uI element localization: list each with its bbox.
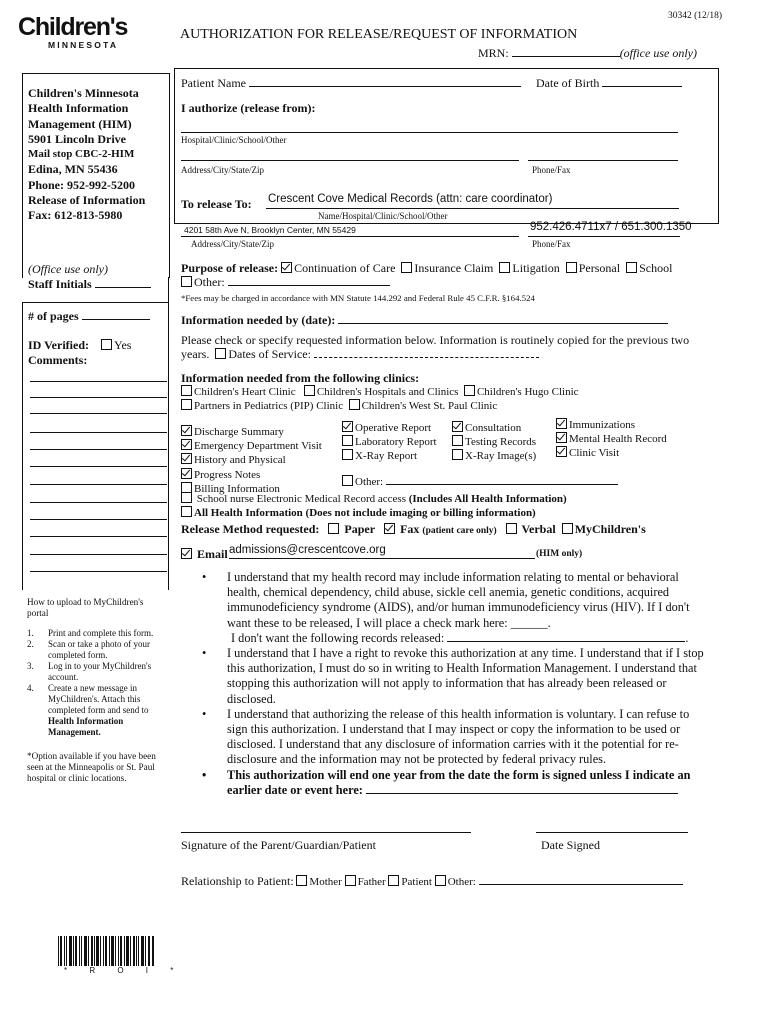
needed-by-row: Information needed by (date): — [181, 313, 668, 328]
record-checkbox[interactable] — [181, 439, 192, 450]
records-col-4: Immunizations Mental Health Record Clinic Visit — [556, 418, 667, 461]
release-from-phone-field[interactable] — [528, 160, 678, 161]
dont-want-row: I don't want the following records released: . — [231, 630, 689, 645]
record-checkbox[interactable] — [452, 435, 463, 446]
him-line: Mail stop CBC-2-HIM — [28, 148, 135, 161]
release-to-address-line — [181, 236, 519, 237]
release-from-address-field[interactable] — [181, 160, 519, 161]
clinic-checkbox[interactable] — [181, 399, 192, 410]
mrn-row — [478, 46, 697, 61]
barcode-bars — [58, 936, 154, 966]
understanding-item: • I understand that my health record may include information relating to mental or behavioral health, chemical dependency, child abuse, sickle cell anemia, genetic conditions, acquired immunodeficiency syndrome (AIDS), and/or human immunodeficiency virus (HIV). If I don't want these to be released, I will place a check mark here: ______. I don't want the following records released: . — [181, 570, 711, 646]
record-checkbox[interactable] — [556, 446, 567, 457]
date-signed-label: Date Signed — [541, 838, 600, 852]
signature-label: Signature of the Parent/Guardian/Patient — [181, 838, 376, 852]
relationship-other-checkbox[interactable] — [435, 875, 446, 886]
understanding-item: • This authorization will end one year from the date the form is signed unless I indicate an earlier date or event here: — [181, 768, 711, 798]
purpose-row: Purpose of release: Continuation of Care Insurance Claim Litigation Personal School — [181, 261, 673, 275]
mrn-label: MRN: — [478, 46, 509, 60]
him-address — [28, 86, 145, 224]
all-info-row: All Health Information (Does not include imaging or billing information) — [181, 506, 536, 519]
records-other-row: Other: — [342, 475, 618, 488]
id-verified-checkbox[interactable] — [101, 339, 112, 350]
dates-of-service-checkbox[interactable] — [215, 348, 226, 359]
records-col-2: Operative Report Laboratory Report X-Ray Report — [342, 421, 437, 464]
comments-label: Comments: — [28, 353, 88, 367]
clinic-checkbox[interactable] — [181, 385, 192, 396]
clinic-checkbox[interactable] — [464, 385, 475, 396]
sidebar-divider — [22, 302, 168, 303]
office-use — [28, 262, 151, 292]
him-only: (HIM only) — [536, 549, 583, 559]
pages-field[interactable] — [82, 319, 150, 320]
method-paper-checkbox[interactable] — [328, 523, 339, 534]
barcode — [58, 936, 154, 966]
email-row: Email — [181, 547, 228, 562]
record-checkbox[interactable] — [342, 421, 353, 432]
barcode-text: * R O I * — [64, 966, 184, 975]
understanding-item: • I understand that I have a right to revoke this authorization at any time. I understand that if I stop this authorization, I must do so in writing to Health Information Management. I understand that stopping this authorization will not apply to information that has already been released or disclosed. — [181, 646, 711, 707]
expiry-field[interactable] — [366, 793, 678, 794]
purpose-checkbox-continuation[interactable] — [281, 262, 292, 273]
records-col-1: Discharge Summary Emergency Department Visit History and Physical Progress Notes Billing Information — [181, 425, 322, 496]
needed-by-field[interactable] — [338, 323, 668, 324]
logo-main: Children's — [18, 13, 128, 41]
dob-field[interactable] — [602, 86, 682, 87]
method-email-checkbox[interactable] — [181, 548, 192, 559]
release-to-phone-line — [528, 236, 680, 237]
mrn-note: (office use only) — [619, 46, 697, 60]
purpose-other-field[interactable] — [228, 285, 390, 286]
email-line — [229, 558, 535, 559]
release-to-address-caption: Address/City/State/Zip — [191, 239, 274, 249]
purpose-checkbox-insurance[interactable] — [401, 262, 412, 273]
purpose-checkbox-school[interactable] — [626, 262, 637, 273]
release-from-field[interactable] — [181, 132, 678, 133]
pages-row: # of pages — [28, 309, 150, 324]
relationship-mother-checkbox[interactable] — [296, 875, 307, 886]
record-checkbox[interactable] — [181, 425, 192, 436]
him-line: 5901 Lincoln Drive — [28, 131, 126, 146]
record-checkbox[interactable] — [181, 468, 192, 479]
hospital-caption: Hospital/Clinic/School/Other — [181, 135, 287, 145]
clinics-heading: Information needed from the following clinics: — [181, 371, 420, 385]
release-to-address[interactable]: 4201 58th Ave N, Brooklyn Center, MN 55429 — [184, 225, 356, 235]
release-to-label: To release To: — [181, 197, 252, 211]
him-line: Release of Information — [28, 193, 146, 208]
sidebar-right-rule — [168, 277, 169, 590]
address-caption: Address/City/State/Zip — [181, 165, 264, 175]
relationship-other-field[interactable] — [479, 884, 683, 885]
records-other-field[interactable] — [386, 484, 618, 485]
page-title: AUTHORIZATION FOR RELEASE/REQUEST OF INFORMATION — [180, 27, 578, 42]
record-checkbox[interactable] — [342, 435, 353, 446]
option-note: *Option available if you have been seen at the Minneapolis or St. Paul hospital or clinic locations. — [27, 751, 156, 783]
release-to-name-line — [266, 208, 679, 209]
upload-step: 4. Create a new message in MyChildren's. Attach this completed form and send to Health Information Management. — [27, 683, 149, 737]
record-checkbox[interactable] — [181, 453, 192, 464]
date-signed-line[interactable] — [536, 832, 688, 833]
him-line: Children's Minnesota — [28, 86, 139, 100]
upload-step: 2. Scan or take a photo of your completed form. — [27, 639, 150, 660]
record-other-checkbox[interactable] — [342, 475, 353, 486]
purpose-checkbox-other[interactable] — [181, 276, 192, 287]
upload-instructions — [27, 597, 165, 784]
understandings — [181, 570, 711, 798]
purpose-other-row: Other: — [181, 275, 390, 290]
patient-name-field[interactable] — [249, 86, 521, 87]
records-col-3: Consultation Testing Records X-Ray Image(s) — [452, 421, 536, 464]
sidebar-left-rule — [22, 302, 23, 590]
release-to-name[interactable]: Crescent Cove Medical Records (attn: care coordinator) — [268, 193, 553, 205]
authorize-label: I authorize (release from): — [181, 101, 316, 115]
upload-step: 1. Print and complete this form. — [27, 628, 154, 638]
him-line: Health Information — [28, 101, 129, 116]
clinic-checkbox[interactable] — [349, 399, 360, 410]
method-fax-checkbox[interactable] — [384, 523, 395, 534]
office-use-label: (Office use only) — [28, 262, 108, 276]
release-to-phone-caption: Phone/Fax — [532, 239, 571, 249]
clinics-row-2: Partners in Pediatrics (PIP) Clinic Children's West St. Paul Clinic — [181, 399, 497, 412]
him-line: Phone: 952-992-5200 — [28, 177, 135, 192]
purpose-checkbox-personal[interactable] — [566, 262, 577, 273]
form-code: 30342 (12/18) — [668, 11, 723, 21]
patient-name-row: Patient Name — [181, 76, 521, 91]
record-checkbox[interactable] — [556, 418, 567, 429]
fees-note: *Fees may be charged in accordance with MN Statute 144.292 and Federal Rule 45 C.F.R. §164.524 — [181, 293, 535, 303]
upload-step: 3. Log in to your MyChildren's account. — [27, 661, 152, 682]
staff-initials-row: Staff Initials — [28, 277, 151, 292]
release-method-row: Release Method requested: Paper Fax (patient care only) Verbal MyChildren's — [181, 522, 646, 536]
upload-title: How to upload to MyChildren's portal — [27, 597, 144, 618]
record-checkbox[interactable] — [556, 432, 567, 443]
logo-sub: MINNESOTA — [48, 40, 119, 50]
id-verified-row: ID Verified: Yes Comments: — [28, 338, 132, 367]
relationship-row: Relationship to Patient: Mother Father Patient Other: — [181, 874, 683, 889]
email-value[interactable]: admissions@crescentcove.org — [229, 544, 386, 556]
signature-line[interactable] — [181, 832, 471, 833]
method-mychildrens-checkbox[interactable] — [562, 523, 573, 534]
him-line: Edina, MN 55436 — [28, 162, 118, 177]
all-info-checkbox[interactable] — [181, 506, 192, 517]
him-line: Fax: 612-813-5980 — [28, 208, 123, 223]
release-to-phone[interactable]: 952.426.4711x7 / 651.300.1350 — [530, 221, 692, 233]
dont-want-field[interactable] — [447, 641, 685, 642]
logo — [18, 14, 127, 50]
dates-of-service-field[interactable] — [314, 357, 539, 358]
understanding-item: • I understand that authorizing the release of this health information is voluntary. I can refuse to sign this authorization. I understand that I may inspect or copy the information to be used or disclosed. I understand that any disclosure of information carries with it the potential for re-disclosure and the information may not be protected by federal privacy rules. — [181, 707, 711, 768]
school-nurse-row: School nurse Electronic Medical Record access (Includes All Health Information) — [181, 492, 567, 505]
record-checkbox[interactable] — [342, 449, 353, 460]
him-line: Management (HIM) — [28, 116, 132, 131]
mrn-field[interactable] — [512, 46, 620, 57]
instructions: Please check or specify requested information below. Information is routinely copied for the previous two years. Dates of Service: — [181, 333, 690, 361]
phonefax-caption: Phone/Fax — [532, 165, 571, 175]
clinic-checkbox[interactable] — [304, 385, 315, 396]
staff-initials-field[interactable] — [95, 287, 151, 288]
release-to-name-caption: Name/Hospital/Clinic/School/Other — [318, 211, 448, 221]
record-checkbox[interactable] — [452, 449, 463, 460]
clinics-row-1: Children's Heart Clinic Children's Hospitals and Clinics Children's Hugo Clinic — [181, 385, 579, 398]
dob-row: Date of Birth — [536, 76, 682, 91]
method-verbal-checkbox[interactable] — [506, 523, 517, 534]
school-nurse-checkbox[interactable] — [181, 492, 192, 503]
relationship-patient-checkbox[interactable] — [388, 875, 399, 886]
purpose-checkbox-litigation[interactable] — [499, 262, 510, 273]
relationship-father-checkbox[interactable] — [345, 875, 356, 886]
record-checkbox[interactable] — [452, 421, 463, 432]
